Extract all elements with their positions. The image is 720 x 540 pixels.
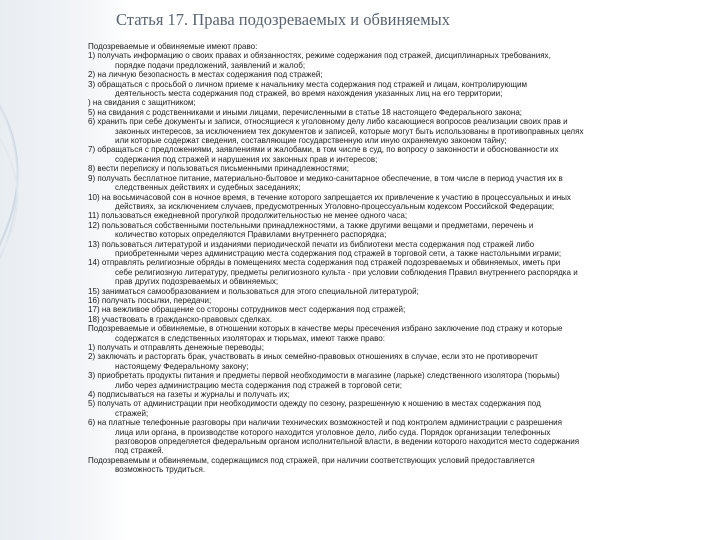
text-line: под стражей. [115, 446, 164, 456]
text-line: 1) получать и отправлять денежные переводы; [88, 343, 264, 352]
text-line: Подозреваемые и обвиняемые имеют право: [88, 42, 258, 51]
text-line: следственных действиях и судебных заседаниях; [115, 183, 301, 193]
text-line: 16) получать посылки, передачи; [88, 295, 212, 305]
text-line: 18) участвовать в гражданско-правовых сделках. [88, 314, 273, 324]
text-line: 13) пользоваться литературой и изданиями периодической печати из библиотеки места содержания под стражей либо [88, 239, 535, 249]
text-line: 5) на свидания с родственниками и иными лицами, перечисленными в статье 18 настоящего Федерального закона; [88, 107, 523, 117]
text-line: 2) заключать и расторгать брак, участвовать в иных семейно-правовых отношениях в случае, если это не противоречит [88, 352, 538, 362]
text-line: либо через администрацию места содержания под стражей в торговой сети; [115, 380, 402, 390]
article-text [88, 42, 714, 475]
text-line: 6) хранить при себе документы и записи, относящиеся к уголовному делу либо касающиеся вопросов реализации своих прав и [88, 117, 568, 127]
text-line: 3) обращаться с просьбой о личном приеме к начальнику места содержания под стражей и лицам, контролирующим [88, 79, 528, 89]
text-line: 10) на восьмичасовой сон в ночное время, в течение которого запрещается их привлечение к участию в процессуальных и иных [88, 192, 571, 202]
text-line: Подозреваемым и обвиняемым, содержащимся под стражей, при наличии соответствующих условий предоставляется [88, 455, 535, 465]
text-line: деятельность места содержания под стражей, во время нахождения указанных лиц на его территории; [115, 89, 503, 99]
text-line: прав других подозреваемых и обвиняемых; [115, 277, 279, 287]
text-line: 17) на вежливое обращение со стороны сотрудников мест содержания под стражей; [88, 305, 406, 315]
text-line: Подозреваемые и обвиняемые, в отношении которых в качестве меры пресечения избрано заключение под стражу и которые [88, 324, 563, 334]
text-line: возможность трудиться. [115, 465, 206, 475]
text-line: 8) вести переписку и пользоваться письменными принадлежностями; [88, 164, 350, 174]
text-line: действиях, за исключением случаев, предусмотренных Уголовно-процессуальным кодексом Российской Федерации; [115, 201, 555, 211]
text-line: 6) на платные телефонные разговоры при наличии технических возможностей и под контролем администрации с разрешения [88, 418, 562, 428]
text-line: 3) приобретать продукты питания и предметы первой необходимости в магазине (ларьке) следственного изолятора (тюрьмы) [88, 371, 560, 381]
text-line: себе религиозную литературу, предметы религиозного культа - при условии соблюдения Правил внутреннего распорядка и [115, 267, 578, 277]
text-line: приобретенными через администрацию места содержания под стражей в торговой сети, а также настольными играми; [115, 248, 562, 258]
text-line: содержания под стражей и нарушения их законных прав и интересов; [115, 154, 378, 164]
text-line: 7) обращаться с предложениями, заявлениями и жалобами, в том числе в суд, по вопросу о законности и обоснованности их [88, 145, 559, 155]
text-line: 12) пользоваться собственными постельными принадлежностями, а также другими вещами и предметами, перечень и [88, 220, 534, 230]
text-line: содержатся в следственных изоляторах и тюрьмах, имеют также право: [115, 333, 385, 343]
text-line: 9) получать бесплатное питание, материально-бытовое и медико-санитарное обеспечение, в том числе в период участия их в [88, 173, 563, 183]
text-line: или которые содержат сведения, составляющие государственную или иную охраняемую законом тайну; [115, 136, 507, 146]
text-line: порядке подачи предложений, заявлений и жалоб; [115, 60, 306, 70]
slide-title: Статья 17. Права подозреваемых и обвиняемых [116, 10, 451, 29]
text-line: 4) подписываться на газеты и журналы и получать их; [88, 390, 290, 400]
text-line: законных интересов, за исключением тех документов и записей, которые могут быть использованы в противоправных целях [115, 126, 584, 136]
text-line: 5) получать от администрации при необходимости одежду по сезону, разрешенную к ношению в местах содержания под [88, 399, 541, 409]
text-line: 15) заниматься самообразованием и пользоваться для этого специальной литературой; [88, 286, 419, 296]
text-line: ) на свидания с защитником; [88, 98, 196, 108]
text-line: 11) пользоваться ежедневной прогулкой продолжительностью не менее одного часа; [88, 211, 408, 221]
text-line: количество которых определяются Правилами внутреннего распорядка; [115, 230, 387, 240]
text-line: 2) на личную безопасность в местах содержания под стражей; [88, 70, 323, 80]
text-line: стражей; [115, 408, 149, 418]
text-line: 1) получать информацию о своих правах и обязанностях, режиме содержания под стражей, дисциплинарных требованиях, [88, 51, 551, 61]
text-line: лица или органа, в производстве которого находится уголовное дело, либо суда. Порядок организации телефонных [115, 427, 551, 437]
text-line: 14) отправлять религиозные обряды в помещениях места содержания под стражей подозреваемых и обвиняемых, иметь при [88, 258, 561, 268]
text-line: настоящему Федеральному закону; [115, 361, 249, 371]
text-line: разговоров определяется федеральным органом исполнительной власти, в ведении которого находится место содержания [115, 437, 580, 447]
